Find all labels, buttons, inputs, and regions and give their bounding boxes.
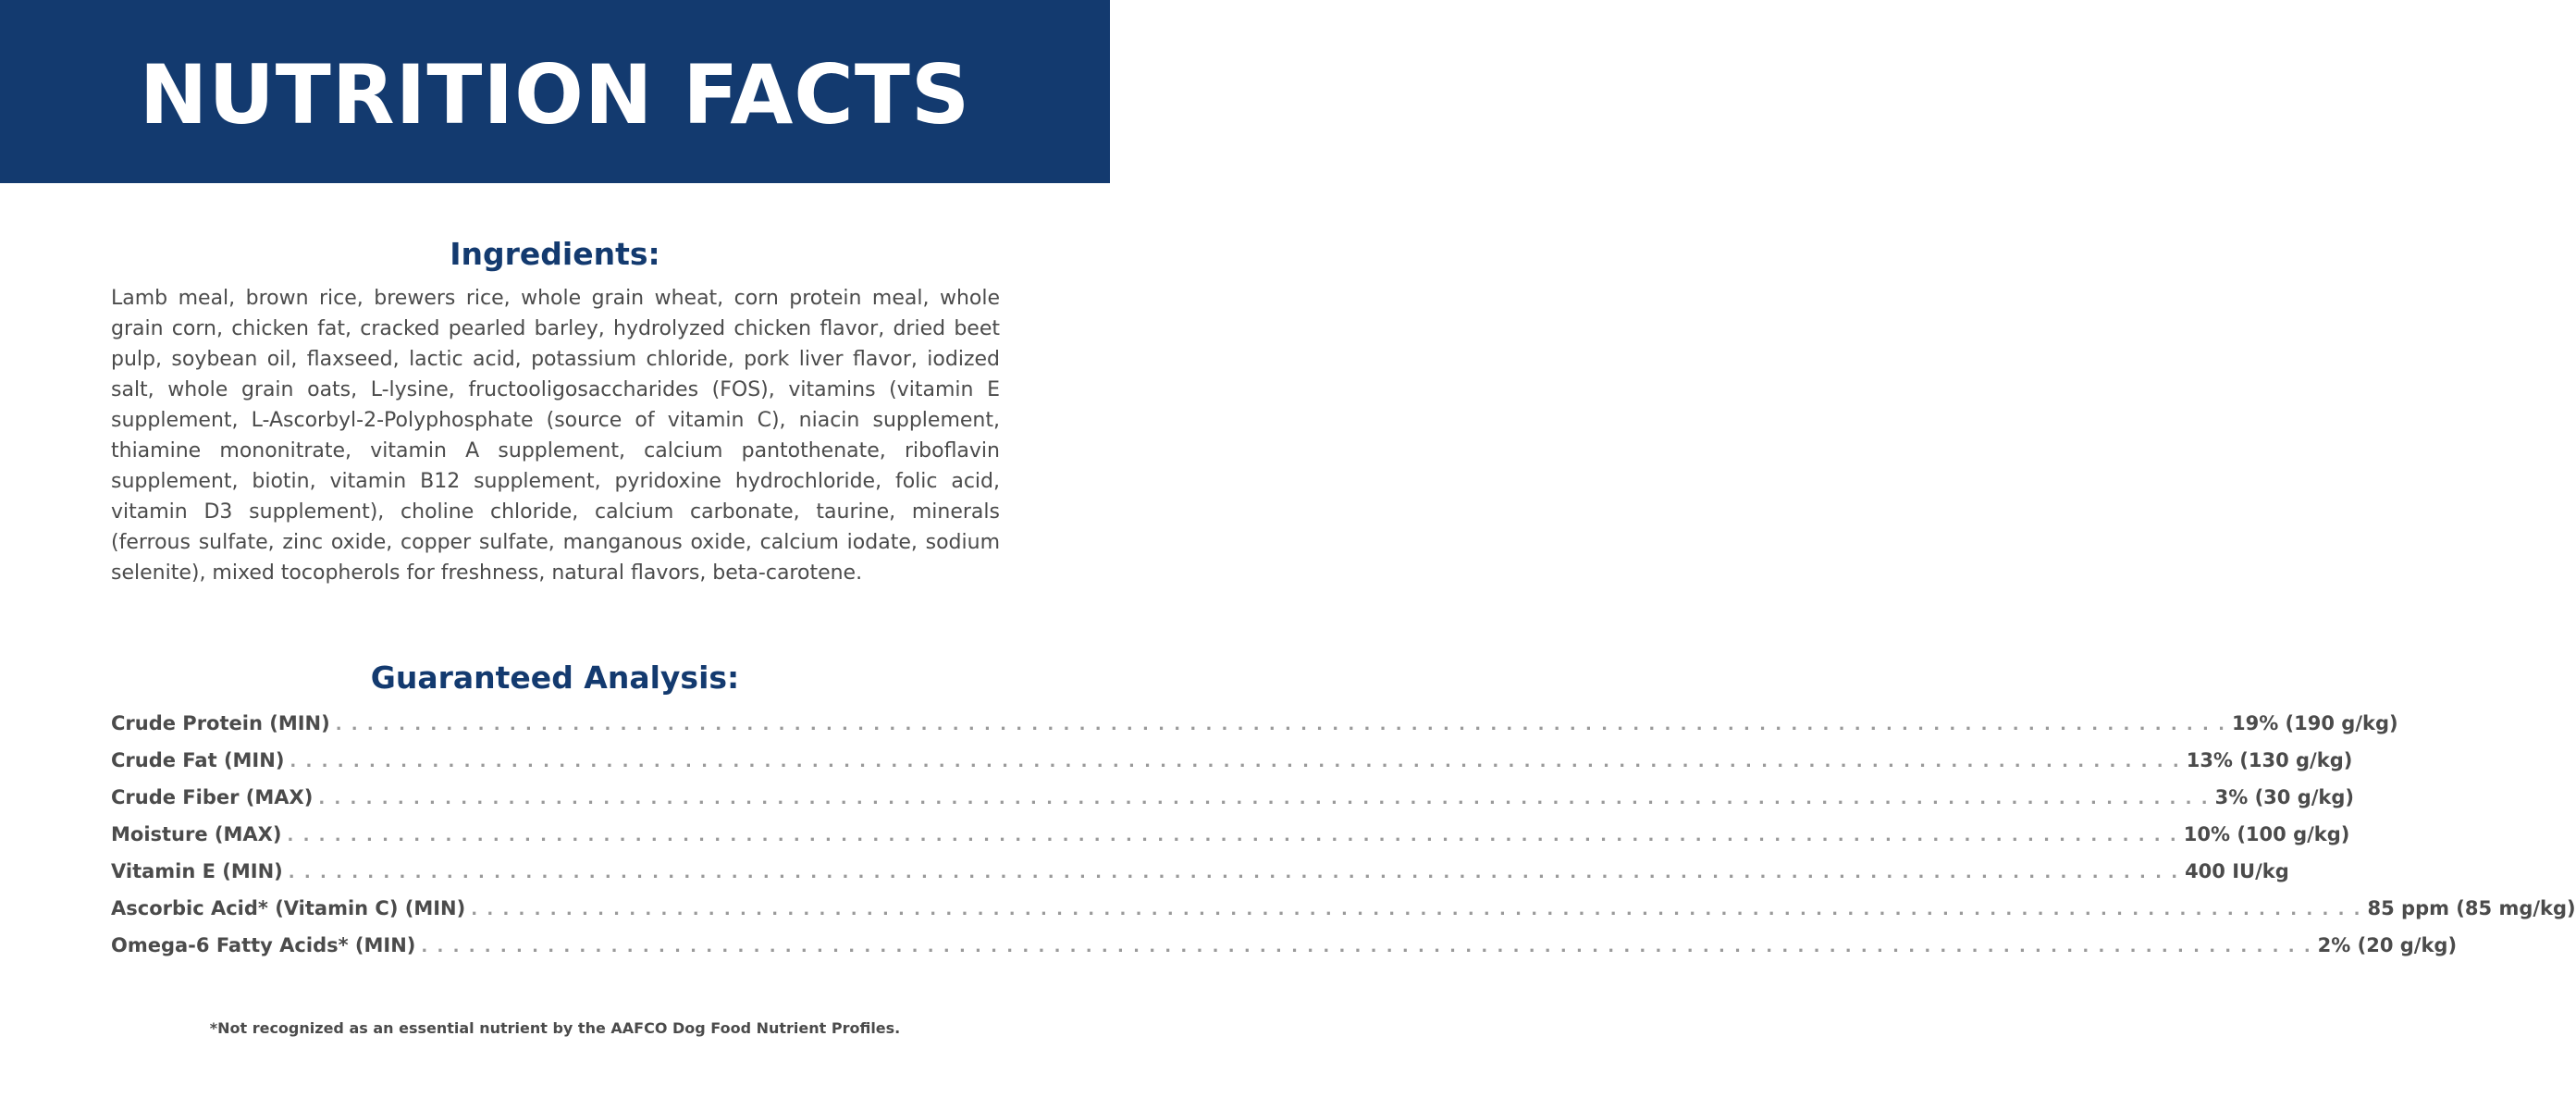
analysis-row [111,712,2398,749]
analysis-value: 85 ppm (85 mg/kg) [2367,897,2576,919]
ingredients-heading: Ingredients: [450,236,660,272]
analysis-label: Crude Fiber (MAX) [111,786,314,808]
analysis-value: 400 IU/kg [2185,860,2289,882]
analysis-label: Crude Fat (MIN) [111,749,285,771]
analysis-value: 10% (100 g/kg) [2183,823,2350,845]
footnote: *Not recognized as an essential nutrient by the AAFCO Dog Food Nutrient Profiles. [209,1019,901,1037]
analysis-value: 3% (30 g/kg) [2214,786,2355,808]
guaranteed-analysis-heading: Guaranteed Analysis: [370,660,740,696]
dot-leader: . . . . . . . . . . . . . . . . . . . . . . . . . . . . . . . . . . . . . . . . . . . . . . . . . . . . . . . . . . . . . . . . . . . . . . . . . . . . . . . . . . . . . . . . . . . . . . . . . . . . . . . . . . . . . . . . . . . . . . . . [287,826,2178,845]
guaranteed-analysis-table [111,712,2576,971]
dot-leader: . . . . . . . . . . . . . . . . . . . . . . . . . . . . . . . . . . . . . . . . . . . . . . . . . . . . . . . . . . . . . . . . . . . . . . . . . . . . . . . . . . . . . . . . . . . . . . . . . . . . . . . . . . . . . . . . . . . . . . . . [421,937,2312,956]
analysis-value: 19% (190 g/kg) [2231,712,2398,734]
analysis-label: Vitamin E (MIN) [111,860,283,882]
analysis-label: Ascorbic Acid* (Vitamin C) (MIN) [111,897,466,919]
analysis-row [111,897,2576,934]
analysis-label: Omega-6 Fatty Acids* (MIN) [111,934,416,956]
analysis-row [111,749,2353,786]
analysis-label: Crude Protein (MIN) [111,712,330,734]
analysis-row [111,786,2355,823]
analysis-row [111,860,2289,897]
page-title: NUTRITION FACTS [139,47,971,142]
analysis-row [111,823,2350,860]
dot-leader: . . . . . . . . . . . . . . . . . . . . . . . . . . . . . . . . . . . . . . . . . . . . . . . . . . . . . . . . . . . . . . . . . . . . . . . . . . . . . . . . . . . . . . . . . . . . . . . . . . . . . . . . . . . . . . . . . . . . . . . . [471,900,2362,919]
analysis-row [111,934,2458,971]
dot-leader: . . . . . . . . . . . . . . . . . . . . . . . . . . . . . . . . . . . . . . . . . . . . . . . . . . . . . . . . . . . . . . . . . . . . . . . . . . . . . . . . . . . . . . . . . . . . . . . . . . . . . . . . . . . . . . . . . . . . . . . . [318,789,2210,808]
dot-leader: . . . . . . . . . . . . . . . . . . . . . . . . . . . . . . . . . . . . . . . . . . . . . . . . . . . . . . . . . . . . . . . . . . . . . . . . . . . . . . . . . . . . . . . . . . . . . . . . . . . . . . . . . . . . . . . . . . . . . . . . [288,863,2180,882]
analysis-value: 2% (20 g/kg) [2317,934,2458,956]
analysis-value: 13% (130 g/kg) [2186,749,2353,771]
analysis-label: Moisture (MAX) [111,823,282,845]
header-banner [0,0,1110,183]
dot-leader: . . . . . . . . . . . . . . . . . . . . . . . . . . . . . . . . . . . . . . . . . . . . . . . . . . . . . . . . . . . . . . . . . . . . . . . . . . . . . . . . . . . . . . . . . . . . . . . . . . . . . . . . . . . . . . . . . . . . . . . . [290,752,2181,771]
dot-leader: . . . . . . . . . . . . . . . . . . . . . . . . . . . . . . . . . . . . . . . . . . . . . . . . . . . . . . . . . . . . . . . . . . . . . . . . . . . . . . . . . . . . . . . . . . . . . . . . . . . . . . . . . . . . . . . . . . . . . . . . [335,715,2226,734]
ingredients-list: Lamb meal, brown rice, brewers rice, whole grain wheat, corn protein meal, whole grain corn, chicken fat, cracked pearled barley, hydrolyzed chicken flavor, dried beet pulp, soybean oil, flaxseed, lactic acid, potassium chloride, pork liver flavor, iodized salt, whole grain oats, L-lysine, fructooligosaccharides (FOS), vitamins (vitamin E supplement, L-Ascorbyl-2-Polyphosphate (source of vitamin C), niacin supplement, thiamine mononitrate, vitamin A supplement, calcium pantothenate, riboflavin supplement, biotin, vitamin B12 supplement, pyridoxine hydrochloride, folic acid, vitamin D3 supplement), choline chloride, calcium carbonate, taurine, minerals (ferrous sulfate, zinc oxide, copper sulfate, manganous oxide, calcium iodate, sodium selenite), mixed tocopherols for freshness, natural flavors, beta-carotene. [111,287,1000,585]
